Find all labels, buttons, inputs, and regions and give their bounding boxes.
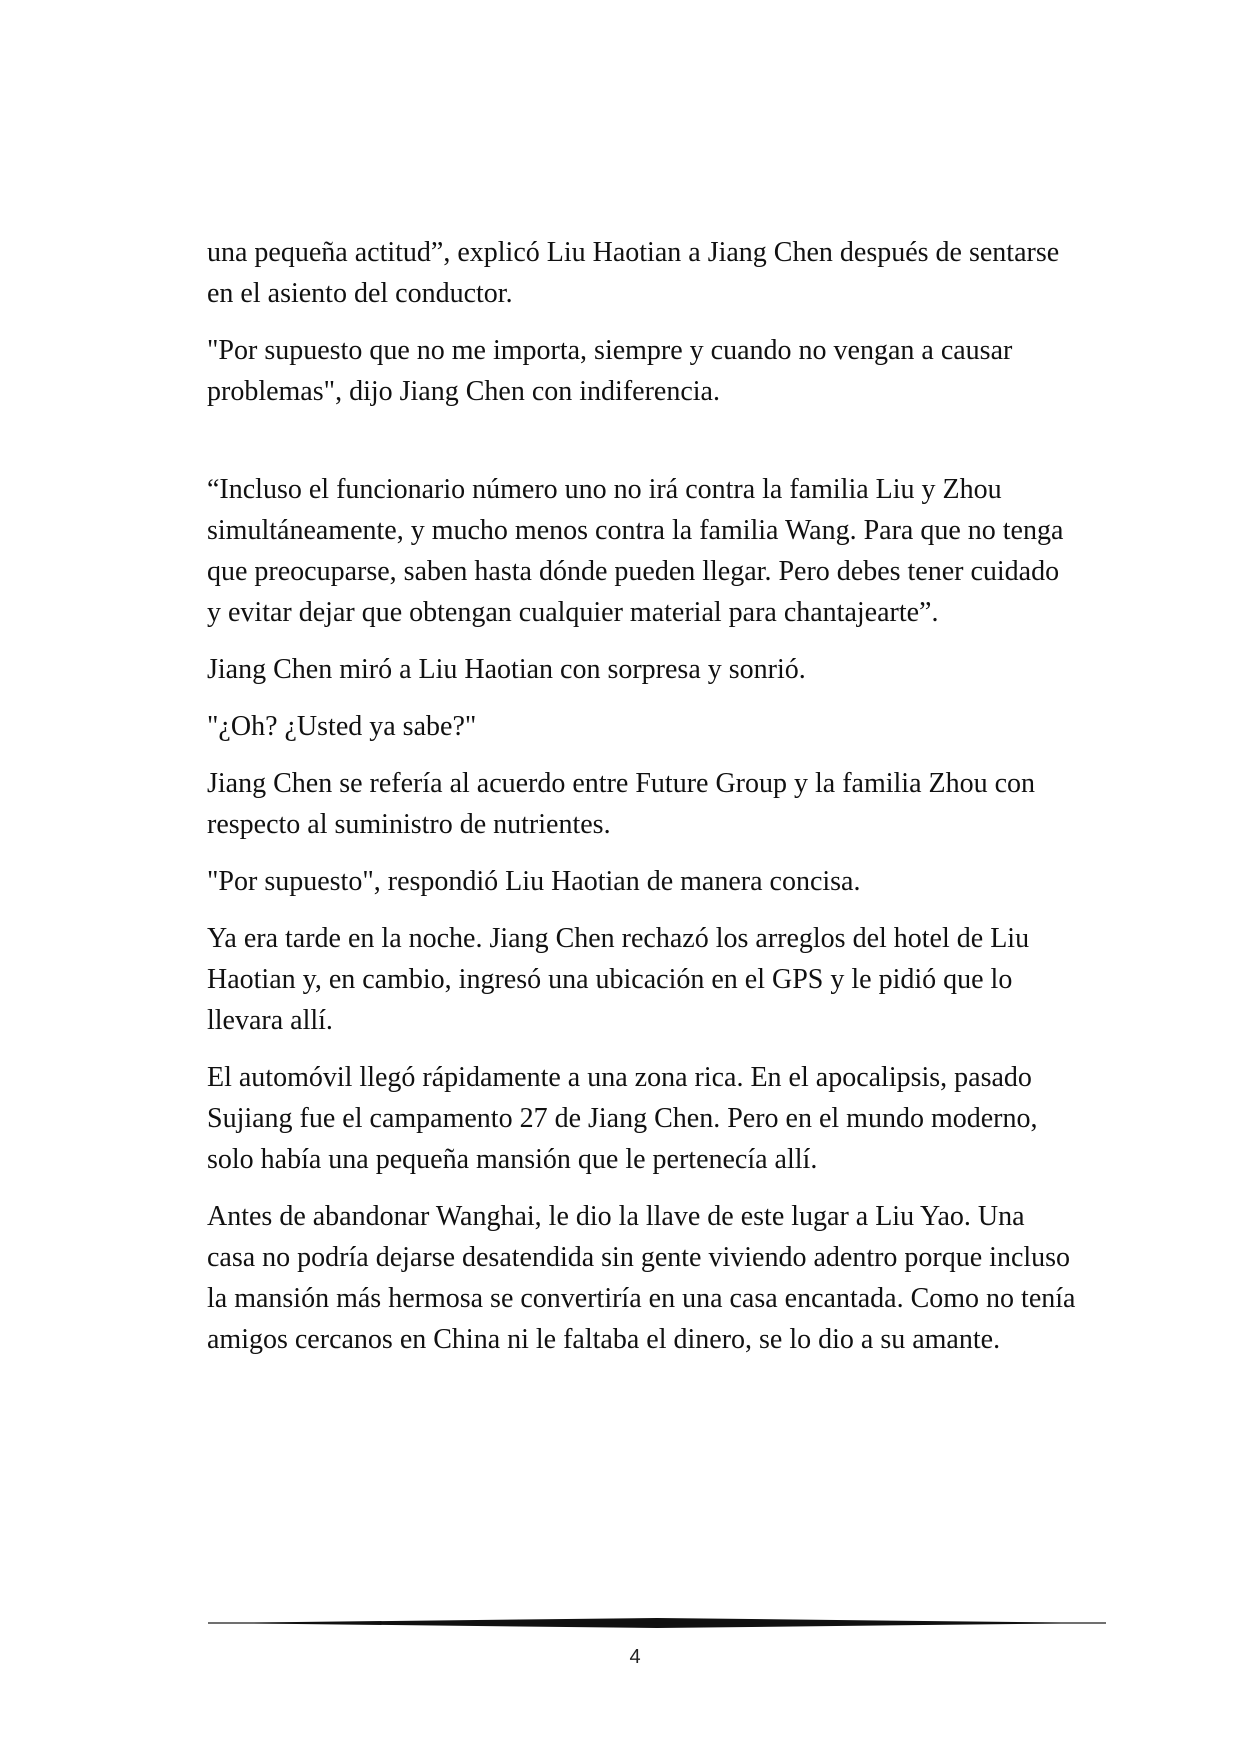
paragraph-5: "¿Oh? ¿Usted ya sabe?" [207,711,477,742]
paragraph-3: “Incluso el funcionario número uno no irá contra la familia Liu y Zhou simultáneamente, y mucho menos contra la familia Wang. Para que no tenga que preocuparse, saben hasta dónde pueden llegar. Pero debes tener cuidado y evitar dejar que obtengan cualquier material para chantajearte”. [207,474,1064,628]
paragraph-4: Jiang Chen miró a Liu Haotian con sorpresa y sonrió. [207,654,806,685]
paragraph-8: Ya era tarde en la noche. Jiang Chen rechazó los arreglos del hotel de Liu Haotian y, en cambio, ingresó una ubicación en el GPS y le pidió que lo llevara allí. [207,923,1030,1036]
paragraph-6: Jiang Chen se refería al acuerdo entre Future Group y la familia Zhou con respecto al suministro de nutrientes. [207,768,1036,840]
paragraph-9: El automóvil llegó rápidamente a una zona rica. En el apocalipsis, pasado Sujiang fue el campamento 27 de Jiang Chen. Pero en el mundo moderno, solo había una pequeña mansión que le pertenecía allí. [207,1062,1038,1175]
page-number: 4 [629,1646,641,1668]
paragraph-7: "Por supuesto", respondió Liu Haotian de manera concisa. [207,866,861,897]
paragraph-1: una pequeña actitud”, explicó Liu Haotian a Jiang Chen después de sentarse en el asiento del conductor. [207,237,1060,309]
footer-divider [208,1617,1106,1629]
paragraph-2: "Por supuesto que no me importa, siempre y cuando no vengan a causar problemas", dijo Jiang Chen con indiferencia. [207,335,1013,407]
body-text [207,232,1077,1376]
paragraph-10: Antes de abandonar Wanghai, le dio la llave de este lugar a Liu Yao. Una casa no podría dejarse desatendida sin gente viviendo adentro porque incluso la mansión más hermosa se convertiría en una casa encantada. Como no tenía amigos cercanos en China ni le faltaba el dinero, se lo dio a su amante. [207,1201,1076,1355]
